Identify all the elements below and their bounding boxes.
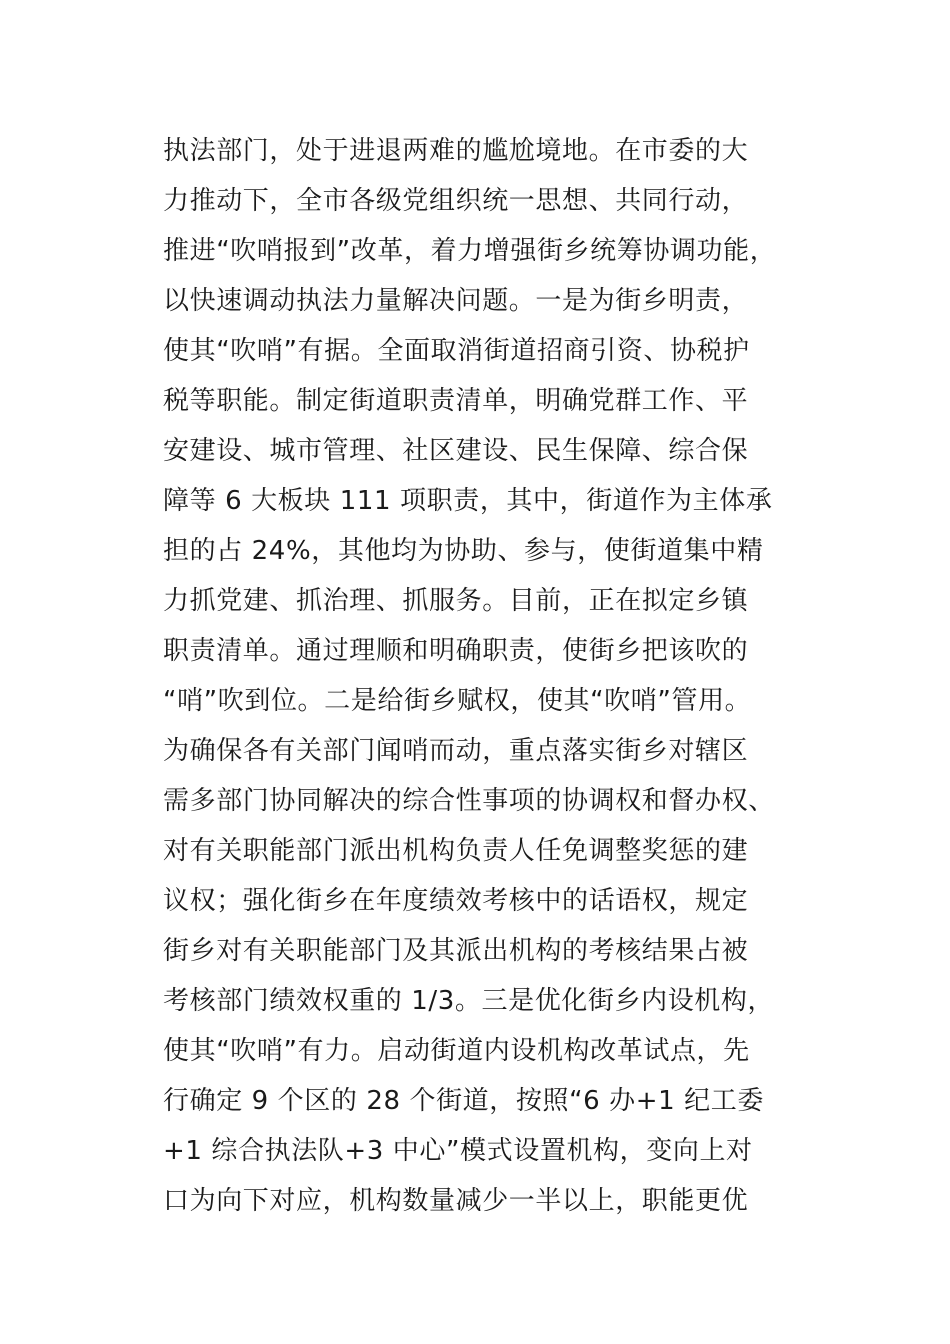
text-line: 议权；强化街乡在年度绩效考核中的话语权，规定 xyxy=(163,886,749,916)
text-line: 担的占 24%，其他均为协助、参与，使街道集中精 xyxy=(163,536,764,566)
text-line: 安建设、城市管理、社区建设、民生保障、综合保 xyxy=(163,436,749,466)
body-text xyxy=(163,126,803,1226)
text-line: 行确定 9 个区的 28 个街道，按照“6 办+1 纪工委 xyxy=(163,1086,764,1116)
text-line: 职责清单。通过理顺和明确职责，使街乡把该吹的 xyxy=(163,636,749,666)
text-line: 力抓党建、抓治理、抓服务。目前，正在拟定乡镇 xyxy=(163,586,749,616)
text-line: +1 综合执法队+3 中心”模式设置机构，变向上对 xyxy=(163,1136,753,1166)
text-line: 口为向下对应，机构数量减少一半以上，职能更优 xyxy=(163,1186,749,1216)
text-line: 街乡对有关职能部门及其派出机构的考核结果占被 xyxy=(163,936,749,966)
text-line: “哨”吹到位。二是给街乡赋权，使其“吹哨”管用。 xyxy=(163,686,752,716)
text-line: 考核部门绩效权重的 1/3。三是优化街乡内设机构， xyxy=(163,986,775,1016)
text-line: 对有关职能部门派出机构负责人任免调整奖惩的建 xyxy=(163,836,749,866)
text-line: 执法部门，处于进退两难的尴尬境地。在市委的大 xyxy=(163,136,749,166)
text-line: 需多部门协同解决的综合性事项的协调权和督办权、 xyxy=(163,786,775,816)
text-line: 使其“吹哨”有力。启动街道内设机构改革试点，先 xyxy=(163,1036,750,1066)
text-line: 为确保各有关部门闻哨而动，重点落实街乡对辖区 xyxy=(163,736,749,766)
text-line: 以快速调动执法力量解决问题。一是为街乡明责， xyxy=(163,286,749,316)
text-line: 力推动下，全市各级党组织统一思想、共同行动， xyxy=(163,186,749,216)
text-line: 税等职能。制定街道职责清单，明确党群工作、平 xyxy=(163,386,749,416)
text-line: 使其“吹哨”有据。全面取消街道招商引资、协税护 xyxy=(163,336,750,366)
text-line: 障等 6 大板块 111 项职责，其中，街道作为主体承 xyxy=(163,486,773,516)
text-line: 推进“吹哨报到”改革，着力增强街乡统筹协调功能， xyxy=(163,236,777,266)
